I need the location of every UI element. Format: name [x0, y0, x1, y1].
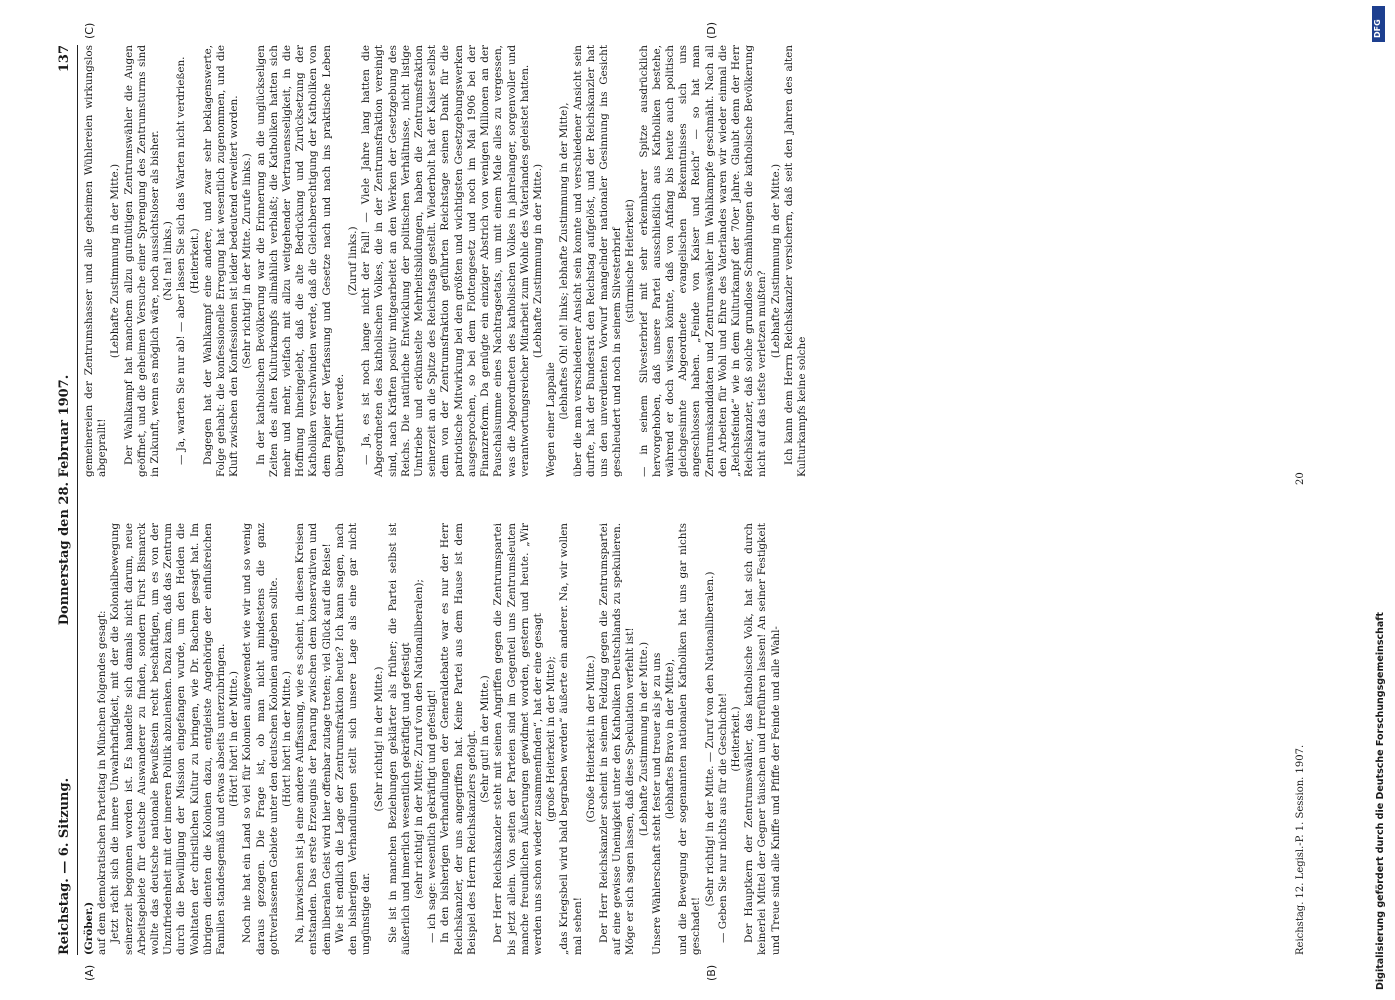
- paragraph: Sie ist in manchen Beziehungen geklärter als früher; die Partei selbst ist äußerlich und innerlich wesentlich gekräftigt und gefestigt: [386, 523, 412, 955]
- paragraph: Noch nie hat ein Land so viel für Kolonien aufgewendet wie wir und so wenig daraus gezogen. Die Frage ist, ob man nicht mindestens die ganz gottverlassenen Gebiete unter den deutschen Kolonien aufgeben sollte.: [241, 523, 280, 955]
- interjection: (Große Heiterkeit in der Mitte.): [584, 655, 597, 823]
- paragraph: Na, inzwischen ist ja eine andere Auffassung, wie es scheint, in diesen Kreisen entstanden. Das erste Erzeugnis der Paarung zwischen dem konservativen und dem liberalen Geist wird hier offenbar zutage treten; viel Glück auf die Reise!: [294, 523, 333, 955]
- interjection: (sehr richtig! in der Mitte; Zuruf von den Nationalliberalen);: [413, 579, 426, 899]
- paragraph: — Ja, warten Sie nur ab! — aber lassen Sie sich das Warten nicht verdrießen.: [175, 56, 188, 465]
- dfg-logo: [1372, 6, 1385, 42]
- dfg-side-note: [1375, 10, 1395, 990]
- interjection: (Heiterkeit.): [188, 228, 201, 294]
- interjection: (Zuruf links.): [347, 226, 360, 296]
- header-rule: [77, 45, 78, 955]
- paragraph: gemeinereien der Zentrumshasser und alle geheimen Wühlereien wirkungslos abgeprallt!: [83, 45, 109, 477]
- speaker-name: (Gröber.): [83, 901, 95, 955]
- right-column: [83, 45, 809, 477]
- interjection: (Sehr richtig! in der Mitte.): [373, 666, 386, 812]
- paragraph: Unsere Wählerschaft steht fester und treuer als je zu uns: [650, 652, 663, 955]
- paragraph: — in seinem Silvesterbrief mit sehr erkennbarer Spitze ausdrücklich hervorgehoben, daß unsere Partei ausschließlich aus Katholiken bestehe, während er doch wissen könnte, daß von Anfang bis heute auch politisch gleichgesinnte Abgeordnete evangelischen Bekenntnisses sich uns angeschlossen haben. „Feinde von Kaiser und Reich“ — so hat man Zentrumskandidaten und Zentrumswähler im Wahlkampfe geschmäht. Nach all den Arbeiten für Wohl und Ehre des Vaterlandes waren wir wieder einmal die „Reichsfeinde“ wie in dem Kulturkampf der 70er Jahre. Glaubt denn der Herr Reichskanzler, daß solche grundlose Schmähungen die katholische Bevölkerung nicht auf das tiefste verletzen mußten?: [637, 45, 769, 477]
- paragraph: In den bisherigen Verhandlungen der Generaldebatte war es nur der Herr Reichskanzler, der uns angegriffen hat. Keine Partei aus dem Hause ist dem Beispiel des Herrn Reichskanzlers gefolgt.: [439, 523, 478, 955]
- interjection: (Lebhafte Zustimmung in der Mitte.): [531, 163, 544, 359]
- paragraph: Der Hauptkern der Zentrumswähler, das katholische Volk, hat sich durch keinerlei Mittel der Gegner täuschen und irreführen lassen! An seiner Festigkeit und Treue sind alle Kniffe und Pfiffe der Feinde und alle Wahl-: [743, 523, 782, 955]
- header-session: Reichstag. — 6. Sitzung.: [57, 777, 72, 955]
- footer-legislature: Reichstag. 12. Legisl.-P. 1. Session. 1907.: [1295, 744, 1306, 955]
- paragraph: Der Herr Reichskanzler scheint in seinem Feldzug gegen die Zentrumspartei auf eine gewisse Uneinigkeit unter den Katholiken Deutschlands zu spekulieren. Möge er sich sagen lassen, daß diese Spekulation verfehlt ist!: [597, 523, 637, 955]
- dfg-logo-text: DFG: [1373, 19, 1382, 38]
- paragraph: In der katholischen Bevölkerung war die Erinnerung an die unglückseligen Zeiten des alten Kulturkampfs allmählich verblaßt; die Katholiken hatten sich mehr und mehr, vielfach mit allzu weitgehender Vertrauensseligkeit, in die Hoffnung hineingelebt, daß die alte Bedrückung und Zurücksetzung der Katholiken verschwinden werde, daß die Gleichberechtigung der Katholiken von dem Papier der Verfassung und Gesetze nach und nach ins praktische Leben übergeführt werde.: [254, 45, 346, 477]
- interjection: (Na! na! links.): [162, 221, 175, 301]
- left-column: [83, 523, 783, 955]
- paragraph: Dagegen hat der Wahlkampf eine andere, und zwar sehr beklagenswerte, Folge gehabt: die konfessionelle Erregung hat wesentlich zugenommen, und die Kluft zwischen den Konfessionen ist leider bedeutend erweitert worden.: [201, 45, 241, 477]
- paragraph: Der Herr Reichskanzler steht mit seinen Angriffen gegen die Zentrumspartei bis jetzt allein. Von seiten der Parteien sind im Gegenteil uns Zentrumsleuten manche freundlichen Äußerungen gewidmet worden, gestern und heute. „Wir werden uns schon wieder zusammenfinden“, hat der eine gesagt: [492, 523, 544, 955]
- paragraph: — Ja, es ist noch lange nicht der Fall! — Viele Jahre lang hatten die Abgeordneten des katholischen Volkes, die in der Zentrumsfraktion vereinigt sind, nach Kräften positiv mitgearbeitet an den Werken der Gesetzgebung des Reichs. Die natürliche Entwicklung der politischen Verhältnisse, nicht listige Umtriebe und erkünstelte Mehrheitsbildungen, haben die Zentrumsfraktion seinerzeit an die Spitze des Reichstags gestellt. Wiederholt hat der Kaiser selbst dem von der Zentrumsfraktion geführten Reichstage seinen Dank für die patriotische Mitwirkung bei den größten und wichtigsten Gesetzgebungswerken ausgesprochen, so bei dem Flottengesetz und noch im Mai 1906 bei der Finanzreform. Da genügte ein einziger Abstrich von wenigen Millionen an der Pauschalsumme eines Nachtragsetats, um mit einem Male alles zu vergessen, was die Abgeordneten des katholischen Volkes in jahrelanger, sorgenvoller und verantwortungsreicher Mitarbeit zum Wohle des Vaterlandes geleistet hatten.: [360, 45, 531, 477]
- footer-sheet-number: 20: [1295, 472, 1306, 485]
- interjection: (Lebhafte Zustimmung in der Mitte.): [637, 641, 650, 837]
- paragraph: Wegen einer Lappalie: [545, 362, 558, 477]
- interjection: (Sehr gut! in der Mitte.): [479, 675, 492, 803]
- margin-mark-c: (C): [83, 22, 96, 39]
- dfg-note-text: Digitalisierung gefördert durch die Deutsche Forschungsgemeinschaft: [1375, 612, 1386, 990]
- margin-mark-b: (B): [705, 964, 718, 981]
- interjection: (Lebhafte Zustimmung in der Mitte.): [769, 163, 782, 359]
- paragraph: Der Wahlkampf hat manchem allzu gutmütigen Zentrumswähler die Augen geöffnet, und die geheimen Versuche einer Sprengung des Zentrumsturms sind in Zukunft, wenn es möglich wäre, noch aussichtsloser als bisher.: [122, 45, 162, 477]
- paragraph: auf dem demokratischen Parteitag in München folgendes gesagt:: [96, 610, 109, 955]
- paragraph: — ich sage: wesentlich gekräftigt und gefestigt!: [426, 689, 439, 943]
- interjection: (lebhaftes Bravo in der Mitte),: [663, 658, 676, 820]
- paragraph: „das Kriegsbeil wird bald begraben werden“ äußerte ein anderer. Na, wir wollen mal sehen!: [558, 523, 584, 955]
- paragraph: über die man verschiedener Ansicht sein konnte und verschiedener Ansicht sein durfte, hat der Bundesrat den Reichstag aufgelöst, und der Reichskanzler hat uns den unverdienten Vorwurf mangelnder nationaler Gesinnung ins Gesicht geschleudert und noch in seinem Silvesterbrief: [571, 45, 624, 477]
- margin-mark-d: (D): [705, 21, 718, 39]
- interjection: (Heiterkeit.): [729, 706, 742, 772]
- interjection: (Lebhafte Zustimmung in der Mitte.): [109, 163, 122, 359]
- rotated-document-page: [55, 21, 1315, 981]
- interjection: (Hört! hört! in der Mitte.): [228, 671, 241, 807]
- interjection: (stürmische Heiterkeit): [624, 199, 637, 323]
- interjection: (Hört! hört! in der Mitte.): [281, 671, 294, 807]
- interjection: (lebhaftes Oh! oh! links; lebhafte Zustimmung in der Mitte),: [558, 102, 571, 420]
- paragraph: Wie ist endlich die Lage der Zentrumsfraktion heute? Ich kann sagen, nach den bisherigen Verhandlungen stellt sich unsere Lage als eine gar nicht ungünstige dar.: [333, 523, 373, 955]
- paragraph: Jetzt rächt sich die innere Unwahrhaftigkeit, mit der die Kolonialbewegung seinerzeit begonnen worden ist. Es handelte sich damals nicht darum, neue Arbeitsgebiete für deutsche Auswanderer zu finden, sondern Fürst Bismarck wollte das deutsche nationale Bewußtsein recht beschäftigen, um es von der Unzufriedenheit mit der inneren Politik abzulenken. Dazu kam, daß das Zentrum durch die Bewilligung der Mission eingefangen wurde, um den Heiden die Wohltaten der christlichen Kultur zu bringen, wie Dr. Bachem gesagt hat. Im übrigen dienten die Kolonien dazu, entgleiste Angehörige der einflußreichen Familien standesgemäß und etwas abseits unterzubringen.: [109, 523, 228, 955]
- interjection: (große Heiterkeit in der Mitte);: [545, 656, 558, 822]
- page-header: [55, 45, 75, 955]
- page-number: 137: [57, 45, 72, 73]
- interjection: (Sehr richtig! in der Mitte. — Zuruf von den Nationalliberalen.): [703, 571, 716, 907]
- paragraph: und die Bewegung der sogenannten nationalen Katholiken hat uns gar nichts geschadet!: [677, 523, 703, 955]
- paragraph: Ich kann dem Herrn Reichskanzler versichern, daß seit den Jahren des alten Kulturkampfs keine solche: [782, 45, 808, 477]
- margin-mark-a: (A): [83, 964, 96, 981]
- header-date: Donnerstag den 28. Februar 1907.: [57, 374, 72, 626]
- interjection: (Sehr richtig! in der Mitte. Zurufe links.): [241, 153, 254, 369]
- paragraph: — Geben Sie nur nichts aus für die Geschichte!: [716, 692, 729, 943]
